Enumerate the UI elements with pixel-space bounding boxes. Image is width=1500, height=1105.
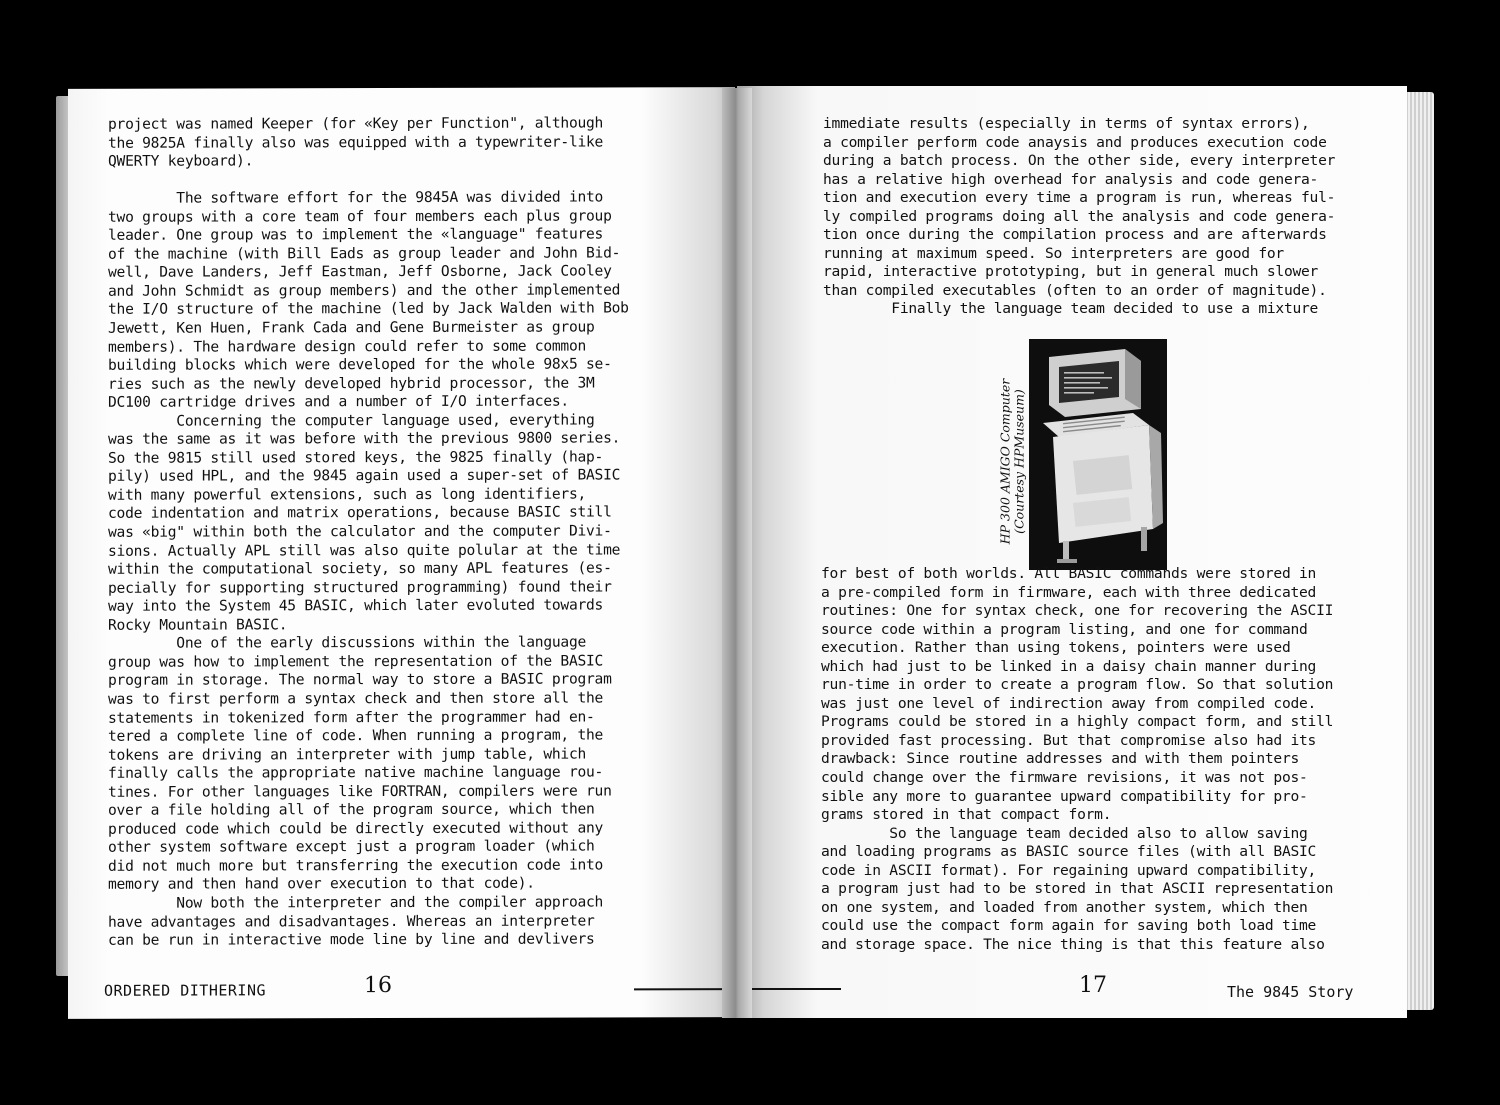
right-page-number: 17: [1079, 973, 1107, 998]
left-page-number: 16: [364, 973, 392, 999]
left-footer-rule: [634, 988, 735, 990]
left-footer-title: ORDERED DITHERING: [104, 981, 267, 1000]
left-page: [68, 87, 735, 1019]
right-page-body-text-bottom: for best of both worlds. All BASIC commands were stored in a pre-compiled form in firmware, each with three dedicated routines: One for syntax check, one for recovering the ASCII source code within a program listing, and one for command execution. Rather than using tokens, pointers were used which had just to be linked in a daisy chain manner during run-time in order to create a program flow. So that solution was just one level of indirection away from compiled code. Programs could be stored in a highly compact form, and still provided fast processing. But that compromise also had its drawback: Since routine addresses and with them pointers could change over the firmware revisions, it was not pos- sible any more to guarantee upward compatibility for pro- grams stored in that compact form. So the language team decided also to allow saving and loading programs as BASIC source files (with all BASIC code in ASCII format). For regaining upward compatibility, a program just had to be stored in that ASCII representation on one system, and loaded from another system, which then could use the compact form again for saving both load time and storage space. The nice thing is that this feature also: [821, 565, 1334, 953]
figure-caption: [981, 339, 1029, 570]
figure-caption-line-2: (Courtesy HPMuseum): [1011, 389, 1027, 534]
right-footer-rule: [737, 988, 841, 990]
hp-300-computer-illustration: [1029, 339, 1167, 570]
right-footer-title: The 9845 Story: [1227, 983, 1354, 1001]
right-page-body-text-top: immediate results (especially in terms of syntax errors), a compiler perform code anaysis and produces execution code during a batch process. On the other side, every interpreter has a relative high overhead for analysis and code genera- tion and execution every time a program is run, whereas ful- ly compiled programs doing all the analysis and code genera- tion once during the compilation process and are afterwards running at maximum speed. So interpreters are good for rapid, interactive prototyping, but in general much slower than compiled executables (often to an order of magnitude). Finally the language team decided to use a mixture: [823, 115, 1336, 318]
figure-caption-line-1: HP 300 AMIGO Computer: [997, 378, 1013, 545]
figure: [981, 339, 1171, 570]
computer-photo: [1029, 339, 1167, 570]
book-gutter: [722, 88, 752, 1018]
right-page: [737, 86, 1407, 1018]
left-page-body-text: project was named Keeper (for «Key per Function", although the 9825A finally also was equipped with a typewriter-like QWERTY keyboard). The software effort for the 9845A was divided into two groups with a core team of four members each plus group leader. One group was to implement the «language" features of the machine (with Bill Eads as group leader and John Bid- well, Dave Landers, Jeff Eastman, Jeff Osborne, Jack Cooley and John Schmidt as group members) and the other implemented the I/O structure of the machine (led by Jack Walden with Bob Jewett, Ken Huen, Frank Cada and Gene Burmeister as group members). The hardware design could refer to some common building blocks which were developed for the whole 98x5 se- ries such as the newly developed hybrid processor, the 3M DC100 cartridge drives and a number of I/O interfaces. Concerning the computer language used, everything was the same as it was before with the previous 9800 series. So the 9815 still used stored keys, the 9825 finally (hap- pily) used HPL, and the 9845 again used a super-set of BASIC with many powerful extensions, such as long identifiers, code indentation and matrix operations, because BASIC still was «big" within both the calculator and the computer Divi- sions. Actually APL still was also quite polular at the time within the computational society, so many APL features (es- pecially for supporting structured programming) found their way into the System 45 BASIC, which later evoluted towards Rocky Mountain BASIC. One of the early discussions within the language group was how to implement the representation of the BASIC program in storage. The normal way to store a BASIC program was to first perform a syntax check and then store all the statements in tokenized form after the programmer had en- tered a complete line of code. When running a program, the tokens are driving an interpreter with jump table, which finally calls the appropriate native machine language rou- tines. For other languages like FORTRAN, compilers were run over a file holding all of the program source, which then produced code which could be directly executed without any other system software except just a program loader (which did not much more but transferring the execution code into memory and then hand over execution to that code). Now both the interpreter and the compiler approach have advantages and disadvantages. Whereas an interpreter can be run in interactive mode line by line and devlivers: [108, 114, 629, 949]
